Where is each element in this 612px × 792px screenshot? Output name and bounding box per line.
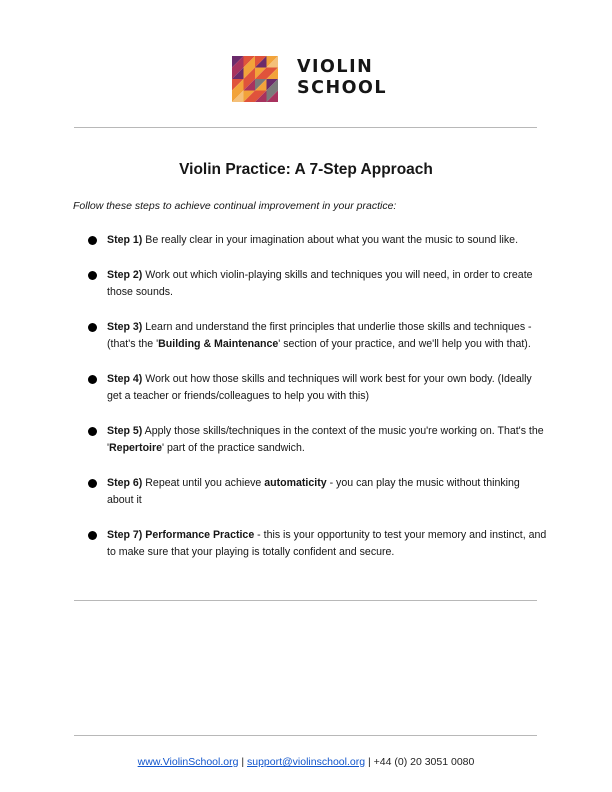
step-text: Apply those skills/techniques in the context of the music you're working on. That's the '	[107, 424, 544, 454]
bullet-icon	[88, 375, 97, 384]
bottom-divider	[74, 600, 537, 601]
step-item-7	[88, 527, 548, 562]
step-item-1	[88, 232, 548, 250]
step-item-6	[88, 475, 548, 510]
step-text: Work out which violin-playing skills and techniques you will need, in order to create those sounds.	[107, 268, 533, 298]
step-text-end: - this is your opportunity to test your memory and instinct, and to make sure that your playing is totally confident and secure.	[107, 528, 547, 558]
step-item-3	[88, 319, 548, 354]
step-label: Step 6)	[107, 476, 143, 489]
step-bold-text: Repertoire	[109, 442, 163, 454]
violin-school-logo-icon	[232, 56, 278, 102]
website-link[interactable]: www.ViolinSchool.org	[137, 756, 239, 768]
step-text: Learn and understand the first principles that underlie those skills and techniques - (that's the '	[107, 320, 532, 350]
step-text-end: - you can play the music without thinking about it	[107, 476, 520, 506]
footer-separator: |	[238, 756, 247, 768]
step-label: Step 1)	[107, 234, 143, 246]
step-text: Be really clear in your imagination about what you want the music to sound like.	[142, 234, 519, 246]
step-bold-text: automaticity	[264, 476, 327, 489]
step-label: Step 5)	[107, 424, 143, 437]
footer	[0, 756, 612, 768]
step-label: Step 3)	[107, 320, 143, 333]
step-text-end: ' section of your practice, and we'll help you with that).	[278, 338, 531, 350]
footer-divider	[74, 735, 537, 736]
bullet-icon	[88, 271, 97, 280]
email-link[interactable]: support@violinschool.org	[247, 756, 366, 768]
bullet-icon	[88, 479, 97, 488]
bullet-icon	[88, 323, 97, 332]
step-label: Step 2)	[107, 268, 143, 281]
step-label: Step 4)	[107, 372, 143, 385]
logo-wordmark	[297, 57, 387, 99]
logo-line-1: VIOLIN	[297, 57, 374, 77]
bullet-icon	[88, 531, 97, 540]
step-item-4	[88, 371, 548, 406]
intro-text: Follow these steps to achieve continual improvement in your practice:	[73, 200, 397, 212]
step-text: Repeat until you achieve	[142, 476, 265, 489]
top-divider	[74, 127, 537, 128]
logo-line-2: SCHOOL	[297, 78, 387, 98]
steps-list	[88, 232, 548, 562]
step-text: Work out how those skills and techniques will work best for your own body. (Ideally get a teacher or friends/colleagues to help you with this)	[107, 372, 532, 402]
step-bold-text: Performance Practice	[142, 528, 255, 541]
page-title: Violin Practice: A 7-Step Approach	[179, 161, 433, 178]
bullet-icon	[88, 427, 97, 436]
step-item-5	[88, 423, 548, 458]
step-text-end: ' part of the practice sandwich.	[162, 442, 305, 454]
step-item-2	[88, 267, 548, 302]
step-bold-text: Building & Maintenance	[158, 338, 279, 350]
footer-phone: | +44 (0) 20 3051 0080	[365, 756, 475, 768]
bullet-icon	[88, 236, 97, 245]
step-label: Step 7)	[107, 528, 143, 541]
